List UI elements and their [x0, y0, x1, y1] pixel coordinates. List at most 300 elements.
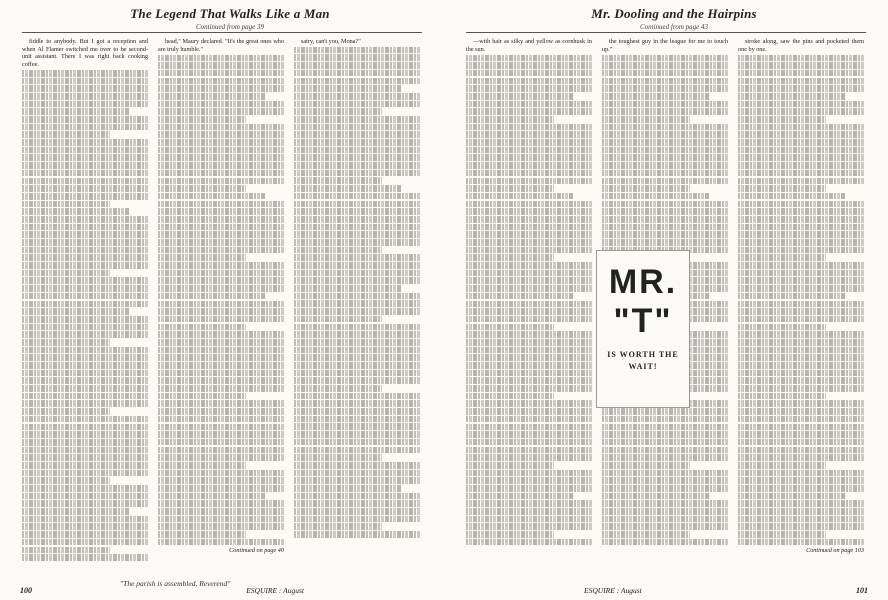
text-line: [602, 55, 728, 62]
text-line: [294, 54, 420, 61]
text-line: [738, 116, 826, 123]
text-line: [738, 139, 864, 146]
text-line: [738, 231, 864, 238]
text-line: [738, 147, 864, 154]
text-line: [466, 324, 554, 331]
paragraph: —with hair as silky and yellow as cornhusk in the sun.: [466, 38, 592, 53]
text-line: [22, 362, 148, 369]
text-line: [22, 70, 148, 77]
text-line: [738, 531, 826, 538]
text-line: [738, 470, 864, 477]
paragraph: head," Maury declared. "It's the great ones who are truly humble.": [158, 38, 284, 53]
text-line: [738, 485, 864, 492]
text-line: [22, 131, 110, 138]
text-line: [294, 293, 420, 300]
text-line: [294, 400, 420, 407]
magazine-footer: ESQUIRE : August: [584, 586, 642, 595]
text-line: [158, 416, 284, 423]
pull-out-text: IS WORTH THE WAIT!: [607, 350, 679, 371]
text-line: [466, 500, 592, 507]
text-line: [158, 108, 284, 115]
text-line: [294, 393, 420, 400]
text-line: [158, 539, 284, 546]
text-line: [466, 162, 592, 169]
text-line: [294, 431, 420, 438]
text-line: [158, 331, 284, 338]
text-line: [158, 193, 266, 200]
text-line: [22, 508, 130, 515]
text-line: [602, 531, 690, 538]
text-line: [738, 285, 864, 292]
text-line: [602, 216, 728, 223]
text-line: [294, 370, 420, 377]
text-line: [738, 262, 864, 269]
text-line: [602, 447, 728, 454]
text-line: [738, 154, 864, 161]
text-line: [738, 162, 864, 169]
text-line: [158, 55, 284, 62]
text-line: [294, 447, 420, 454]
text-line: [738, 216, 864, 223]
text-line: [602, 108, 728, 115]
text-line: [158, 324, 246, 331]
text-line: [158, 431, 284, 438]
text-line: [158, 293, 266, 300]
text-line: [22, 85, 148, 92]
text-line: [466, 470, 592, 477]
text-line: [466, 447, 592, 454]
text-line: [602, 239, 728, 246]
text-line: [22, 293, 148, 300]
text-line: [22, 416, 148, 423]
text-line: [158, 354, 284, 361]
text-line: [738, 408, 864, 415]
text-line: [738, 254, 826, 261]
page-number: 101: [856, 586, 868, 595]
text-line: [466, 339, 592, 346]
text-line: [602, 93, 710, 100]
text-line: [738, 178, 864, 185]
text-line: [22, 78, 148, 85]
text-line: [294, 231, 420, 238]
text-line: [158, 424, 284, 431]
pull-out-letters: MR. "T": [608, 263, 678, 340]
text-line: [158, 277, 284, 284]
right-column-1: [466, 38, 592, 570]
text-line: [158, 493, 266, 500]
text-line: [22, 201, 110, 208]
text-line: [602, 101, 728, 108]
text-line: [294, 462, 420, 469]
text-line: [22, 470, 148, 477]
text-line: [294, 277, 420, 284]
text-line: [294, 193, 420, 200]
text-line: [738, 70, 864, 77]
text-line: [158, 85, 284, 92]
text-line: [158, 531, 246, 538]
text-line: [466, 362, 592, 369]
text-line: [22, 101, 148, 108]
text-line: [22, 547, 110, 554]
text-line: [466, 101, 592, 108]
text-line: [738, 347, 864, 354]
text-line: [738, 354, 864, 361]
text-line: [466, 285, 592, 292]
text-line: [158, 385, 284, 392]
text-line: [22, 308, 130, 315]
text-line: [466, 139, 592, 146]
text-line: [294, 439, 420, 446]
text-line: [294, 362, 420, 369]
continued-note: Continued on page 40: [229, 546, 284, 554]
text-line: [466, 293, 574, 300]
text-line: [738, 477, 864, 484]
text-line: [738, 170, 864, 177]
divider: [22, 32, 422, 33]
text-line: [294, 477, 420, 484]
text-line: [602, 70, 728, 77]
text-line: [466, 431, 592, 438]
text-line: [602, 193, 710, 200]
text-line: [466, 523, 592, 530]
text-line: [294, 70, 420, 77]
text-line: [294, 416, 420, 423]
text-line: [294, 131, 420, 138]
text-line: [294, 247, 382, 254]
text-line: [466, 354, 592, 361]
text-line: [466, 277, 592, 284]
text-line: [158, 316, 284, 323]
text-line: [466, 393, 554, 400]
text-line: [294, 500, 420, 507]
text-line: [22, 162, 148, 169]
text-line: [22, 354, 148, 361]
text-line: [738, 370, 864, 377]
text-line: [738, 462, 826, 469]
text-line: [294, 339, 420, 346]
text-line: [466, 316, 592, 323]
text-line: [466, 247, 592, 254]
text-line: [158, 247, 284, 254]
text-line: [158, 178, 284, 185]
text-line: [22, 224, 148, 231]
text-line: [158, 78, 284, 85]
continued-note: Continued on page 103: [806, 546, 864, 554]
left-column-3: [294, 38, 420, 570]
text-line: [602, 508, 728, 515]
text-line: [466, 124, 592, 131]
text-line: [294, 85, 402, 92]
text-line: [158, 301, 284, 308]
text-line: [158, 70, 284, 77]
text-line: [466, 78, 592, 85]
text-line: [294, 93, 420, 100]
text-line: [738, 55, 864, 62]
text-line: [466, 55, 592, 62]
pull-out-ad: [596, 250, 690, 408]
text-line: [158, 262, 284, 269]
text-line: [466, 62, 592, 69]
text-line: [158, 508, 284, 515]
text-line: [158, 208, 284, 215]
text-line: [22, 370, 148, 377]
text-line: [738, 416, 864, 423]
body-text: [294, 47, 420, 538]
text-line: [22, 247, 148, 254]
text-line: [294, 324, 420, 331]
text-line: [158, 485, 284, 492]
text-line: [22, 408, 110, 415]
text-line: [602, 170, 728, 177]
text-line: [602, 523, 728, 530]
text-line: [602, 201, 728, 208]
text-line: [158, 216, 284, 223]
text-line: [158, 393, 246, 400]
text-line: [294, 523, 382, 530]
text-line: [602, 147, 728, 154]
text-line: [158, 131, 284, 138]
text-line: [22, 301, 148, 308]
text-line: [738, 108, 864, 115]
text-line: [158, 400, 284, 407]
text-line: [466, 485, 592, 492]
text-line: [466, 147, 592, 154]
text-line: [294, 177, 382, 184]
text-line: [466, 254, 554, 261]
text-line: [466, 116, 554, 123]
text-line: [466, 70, 592, 77]
right-title: Mr. Dooling and the Hairpins: [591, 6, 757, 21]
text-line: [738, 62, 864, 69]
paragraph: fiddle to anybody. But I got a reception and when Al Flamer switched me over to be second-unit assistant. There I was right back cooking coffee.: [22, 38, 148, 69]
text-line: [294, 262, 420, 269]
text-line: [158, 454, 284, 461]
text-line: [602, 470, 728, 477]
text-line: [22, 531, 148, 538]
text-line: [158, 362, 284, 369]
text-line: [294, 139, 420, 146]
magazine-footer: ESQUIRE : August: [246, 586, 304, 595]
text-line: [294, 485, 402, 492]
text-line: [602, 539, 728, 546]
text-line: [466, 231, 592, 238]
text-line: [738, 208, 864, 215]
text-line: [158, 162, 284, 169]
text-line: [22, 485, 148, 492]
text-line: [22, 331, 148, 338]
text-line: [294, 270, 420, 277]
text-line: [22, 254, 148, 261]
text-line: [602, 477, 728, 484]
text-line: [158, 270, 284, 277]
text-line: [158, 62, 284, 69]
text-line: [22, 124, 148, 131]
text-line: [602, 439, 728, 446]
divider: [466, 32, 866, 33]
text-line: [294, 170, 420, 177]
text-line: [466, 439, 592, 446]
text-line: [22, 431, 148, 438]
text-line: [158, 370, 284, 377]
text-line: [22, 193, 148, 200]
text-line: [738, 308, 864, 315]
text-line: [602, 231, 728, 238]
text-line: [158, 408, 284, 415]
text-line: [466, 201, 592, 208]
text-line: [602, 462, 690, 469]
text-line: [738, 516, 864, 523]
text-line: [738, 301, 864, 308]
text-line: [466, 400, 592, 407]
text-line: [738, 508, 864, 515]
text-line: [158, 239, 284, 246]
text-line: [738, 331, 864, 338]
text-line: [466, 216, 592, 223]
text-line: [158, 462, 246, 469]
text-line: [294, 254, 420, 261]
text-line: [738, 124, 864, 131]
text-line: [22, 447, 148, 454]
text-line: [738, 131, 864, 138]
text-line: [602, 431, 728, 438]
text-line: [22, 462, 148, 469]
text-line: [294, 316, 382, 323]
text-line: [22, 400, 148, 407]
right-subtitle: Continued from page 43: [640, 23, 708, 31]
text-line: [294, 508, 420, 515]
text-line: [294, 531, 420, 538]
text-line: [294, 239, 420, 246]
text-line: [602, 178, 728, 185]
text-line: [158, 231, 284, 238]
text-line: [158, 439, 284, 446]
text-line: [466, 193, 574, 200]
text-line: [602, 416, 728, 423]
text-line: [738, 85, 864, 92]
text-line: [738, 193, 846, 200]
text-line: [158, 224, 284, 231]
text-line: [22, 277, 148, 284]
text-line: [22, 500, 148, 507]
text-line: [466, 131, 592, 138]
text-line: [294, 385, 382, 392]
text-line: [738, 431, 864, 438]
text-line: [738, 78, 864, 85]
text-line: [602, 224, 728, 231]
text-line: [294, 101, 420, 108]
text-line: [294, 408, 420, 415]
text-line: [22, 208, 130, 215]
text-line: [22, 393, 148, 400]
text-line: [158, 339, 284, 346]
body-text: [22, 70, 148, 561]
text-line: [466, 154, 592, 161]
text-line: [22, 324, 148, 331]
text-line: [602, 493, 710, 500]
text-line: [158, 477, 284, 484]
text-line: [738, 439, 864, 446]
text-line: [602, 124, 728, 131]
text-line: [738, 362, 864, 369]
text-line: [294, 285, 402, 292]
text-line: [294, 147, 420, 154]
text-line: [466, 493, 574, 500]
text-line: [738, 539, 864, 546]
text-line: [466, 377, 592, 384]
text-line: [466, 408, 592, 415]
text-line: [602, 185, 690, 192]
text-line: [158, 101, 284, 108]
page-number: 100: [20, 586, 32, 595]
text-line: [22, 93, 148, 100]
text-line: [22, 116, 148, 123]
paragraph: the toughest guy in the league for me to touch up.": [602, 38, 728, 53]
text-line: [22, 154, 148, 161]
text-line: [22, 108, 130, 115]
text-line: [602, 154, 728, 161]
text-line: [602, 162, 728, 169]
text-line: [738, 239, 864, 246]
text-line: [158, 470, 284, 477]
text-line: [466, 185, 554, 192]
text-line: [602, 139, 728, 146]
text-line: [738, 224, 864, 231]
text-line: [294, 78, 420, 85]
text-line: [294, 208, 420, 215]
body-text: [738, 55, 864, 546]
text-line: [466, 531, 554, 538]
text-line: [738, 101, 864, 108]
text-line: [22, 185, 148, 192]
text-line: [602, 516, 728, 523]
text-line: [158, 516, 284, 523]
text-line: [22, 270, 110, 277]
text-line: [22, 231, 148, 238]
text-line: [294, 216, 420, 223]
text-line: [294, 516, 420, 523]
text-line: [294, 62, 420, 69]
text-line: [294, 493, 420, 500]
text-line: [466, 270, 592, 277]
text-line: [294, 423, 420, 430]
text-line: [466, 208, 592, 215]
text-line: [466, 308, 592, 315]
text-line: [466, 262, 592, 269]
text-line: [22, 454, 148, 461]
text-line: [738, 247, 864, 254]
text-line: [158, 254, 246, 261]
text-line: [158, 523, 284, 530]
text-line: [22, 262, 148, 269]
text-line: [22, 285, 148, 292]
text-line: [22, 139, 148, 146]
text-line: [294, 454, 382, 461]
text-line: [22, 178, 148, 185]
text-line: [294, 354, 420, 361]
text-line: [22, 147, 148, 154]
text-line: [158, 139, 284, 146]
body-text: [158, 55, 284, 546]
text-line: [738, 447, 864, 454]
text-line: [158, 93, 266, 100]
text-line: [22, 516, 148, 523]
text-line: [466, 416, 592, 423]
text-line: [738, 185, 826, 192]
text-line: [158, 201, 284, 208]
text-line: [466, 224, 592, 231]
left-subtitle: Continued from page 39: [196, 23, 264, 31]
text-line: [466, 462, 554, 469]
